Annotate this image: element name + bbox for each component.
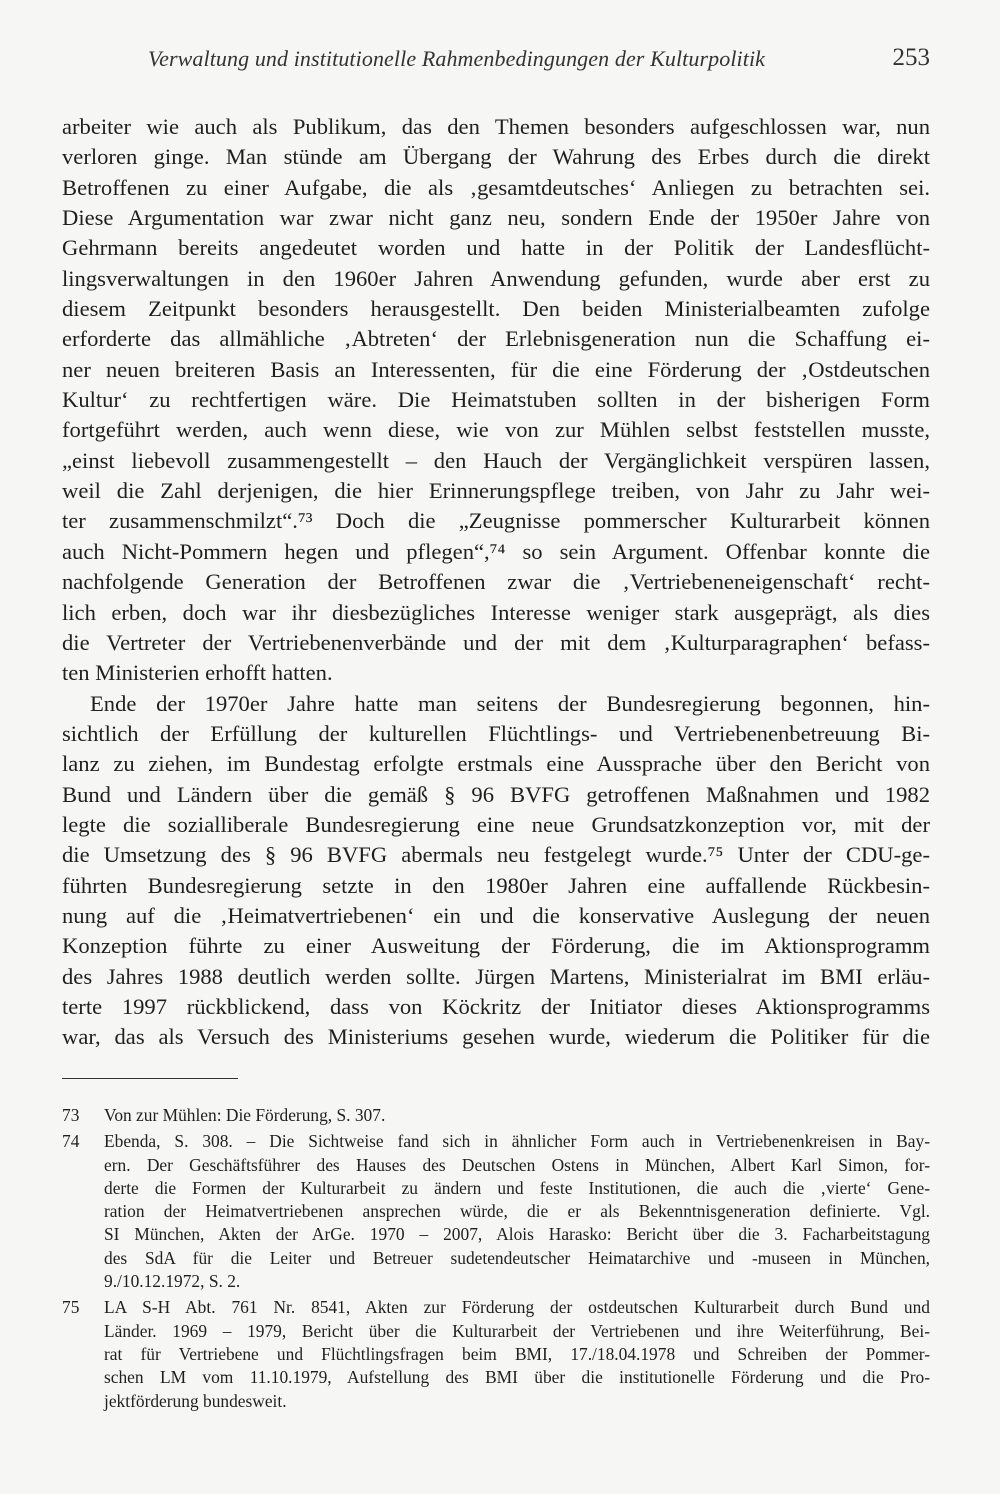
page-number: 253 xyxy=(892,44,930,71)
footnote-separator xyxy=(62,1078,238,1079)
footnote-line: rat für Vertriebene und Flüchtlingsfragen beim BMI, 17./18.04.1978 und Schreiben der Pommer- xyxy=(104,1343,930,1364)
body-line: Betroffenen zu einer Aufgabe, die als ‚gesamtdeutsches‘ Anliegen zu betrachten sei. xyxy=(62,174,930,200)
body-line: sichtlich der Erfüllung der kulturellen Flüchtlings- und Vertriebenenbetreuung Bi- xyxy=(62,720,930,746)
body-line: lingsverwaltungen in den 1960er Jahren Anwendung gefunden, wurde aber erst zu xyxy=(62,265,930,291)
body-line: Gehrmann bereits angedeutet worden und hatte in der Politik der Landesflücht- xyxy=(62,235,930,261)
body-line: Bund und Ländern über die gemäß § 96 BVFG getroffenen Maßnahmen und 1982 xyxy=(62,781,930,807)
footnote-number: 74 xyxy=(62,1131,80,1152)
footnote-75 xyxy=(62,1296,930,1412)
paragraph-end-line: ten Ministerien erhofft hatten. xyxy=(62,660,333,686)
footnotes xyxy=(62,1104,930,1416)
footnote-line: 9./10.12.1972, S. 2. xyxy=(104,1271,241,1292)
body-line: Kultur‘ zu rechtfertigen wäre. Die Heimatstuben sollten in der bisherigen Form xyxy=(62,387,930,413)
body-text xyxy=(62,112,930,1053)
footnote-line: derte die Formen der Kulturarbeit zu ändern und feste Institutionen, die auch die ‚vierte‘ Gene- xyxy=(104,1177,930,1198)
footnote-line: jektförderung bundesweit. xyxy=(104,1390,287,1411)
body-line: nachfolgende Generation der Betroffenen zwar die ‚Vertriebeneneigenschaft‘ recht- xyxy=(62,569,930,595)
body-line: Konzeption führte zu einer Ausweitung der Förderung, die im Aktionsprogramm xyxy=(62,933,930,959)
footnote-line: schen LM vom 11.10.1979, Aufstellung des BMI über die institutionelle Förderung und die Pro- xyxy=(104,1367,930,1388)
body-line: ner neuen breiteren Basis an Interessenten, für die eine Förderung der ‚Ostdeutschen xyxy=(62,356,930,382)
body-line: die Umsetzung des § 96 BVFG abermals neu festgelegt wurde.⁷⁵ Unter der CDU-ge- xyxy=(62,842,930,868)
running-head xyxy=(62,44,932,78)
body-line: lanz zu ziehen, im Bundestag erfolgte erstmals eine Aussprache über den Bericht von xyxy=(62,751,930,777)
footnote-line: ration der Heimatvertriebenen ansprechen würde, die er als Bekenntnisgeneration definierte. Vgl. xyxy=(104,1201,930,1222)
body-line: fortgeführt werden, auch wenn diese, wie von zur Mühlen selbst feststellen musste, xyxy=(62,417,930,443)
footnote-line: Länder. 1969 – 1979, Bericht über die Kulturarbeit der Vertriebenen und ihre Weiterführung, Bei- xyxy=(104,1320,930,1341)
running-title: Verwaltung und institutionelle Rahmenbedingungen der Kulturpolitik xyxy=(148,46,766,71)
footnote-74 xyxy=(62,1130,930,1293)
body-line: terte 1997 rückblickend, dass von Köckritz der Initiator dieses Aktionsprogramms xyxy=(62,993,930,1019)
body-line: führten Bundesregierung setzte in den 1980er Jahren eine auffallende Rückbesin- xyxy=(62,872,930,898)
body-line: ter zusammenschmilzt“.⁷³ Doch die „Zeugnisse pommerscher Kulturarbeit können xyxy=(62,508,930,534)
footnote-line: ern. Der Geschäftsführer des Hauses des Deutschen Ostens in München, Albert Karl Simon, for- xyxy=(104,1154,930,1175)
paragraph-start-line: Ende der 1970er Jahre hatte man seitens der Bundesregierung begonnen, hin- xyxy=(90,690,930,716)
footnote-line: Ebenda, S. 308. – Die Sichtweise fand sich in ähnlicher Form auch in Vertriebenenkreisen in Bay- xyxy=(104,1131,930,1152)
footnote-line: Von zur Mühlen: Die Förderung, S. 307. xyxy=(104,1105,386,1125)
body-line: diesem Zeitpunkt besonders herausgestellt. Den beiden Ministerialbeamten zufolge xyxy=(62,296,930,322)
footnote-line: LA S-H Abt. 761 Nr. 8541, Akten zur Förderung der ostdeutschen Kulturarbeit durch Bund und xyxy=(104,1297,930,1318)
body-line: des Jahres 1988 deutlich werden sollte. Jürgen Martens, Ministerialrat im BMI erläu- xyxy=(62,963,930,989)
footnote-line: SI München, Akten der ArGe. 1970 – 2007, Alois Harasko: Bericht über die 3. Facharbeitstagung xyxy=(104,1224,930,1245)
body-line: lich erben, doch war ihr diesbezügliches Interesse weniger stark ausgeprägt, als dies xyxy=(62,599,930,625)
body-line: weil die Zahl derjenigen, die hier Erinnerungspflege treiben, von Jahr zu Jahr wei- xyxy=(62,478,930,504)
body-line: verloren ginge. Man stünde am Übergang der Wahrung des Erbes durch die direkt xyxy=(62,144,930,170)
body-line: Diese Argumentation war zwar nicht ganz neu, sondern Ende der 1950er Jahre von xyxy=(62,205,930,231)
body-line: arbeiter wie auch als Publikum, das den Themen besonders aufgeschlossen war, nun xyxy=(62,114,930,139)
body-line: legte die sozialliberale Bundesregierung eine neue Grundsatzkonzeption vor, mit der xyxy=(62,811,930,837)
body-line: nung auf die ‚Heimatvertriebenen‘ ein und die konservative Auslegung der neuen xyxy=(62,902,930,928)
body-line: auch Nicht-Pommern hegen und pflegen“,⁷⁴ so sein Argument. Offenbar konnte die xyxy=(62,538,930,564)
body-line: war, das als Versuch des Ministeriums gesehen wurde, wiederum die Politiker für die xyxy=(62,1024,930,1050)
footnote-number: 73 xyxy=(62,1105,80,1125)
body-line: erforderte das allmähliche ‚Abtreten‘ der Erlebnisgeneration nun die Schaffung ei- xyxy=(62,326,930,352)
footnote-number: 75 xyxy=(62,1297,80,1318)
footnote-line: des SdA für die Leiter und Betreuer sudetendeutscher Heimatarchive und -museen in München, xyxy=(104,1247,930,1268)
body-line: „einst liebevoll zusammengestellt – den Hauch der Vergänglichkeit verspüren lassen, xyxy=(62,447,930,473)
body-line: die Vertreter der Vertriebenenverbände und der mit dem ‚Kulturparagraphen‘ befass- xyxy=(62,629,930,655)
footnote-73 xyxy=(62,1104,930,1127)
